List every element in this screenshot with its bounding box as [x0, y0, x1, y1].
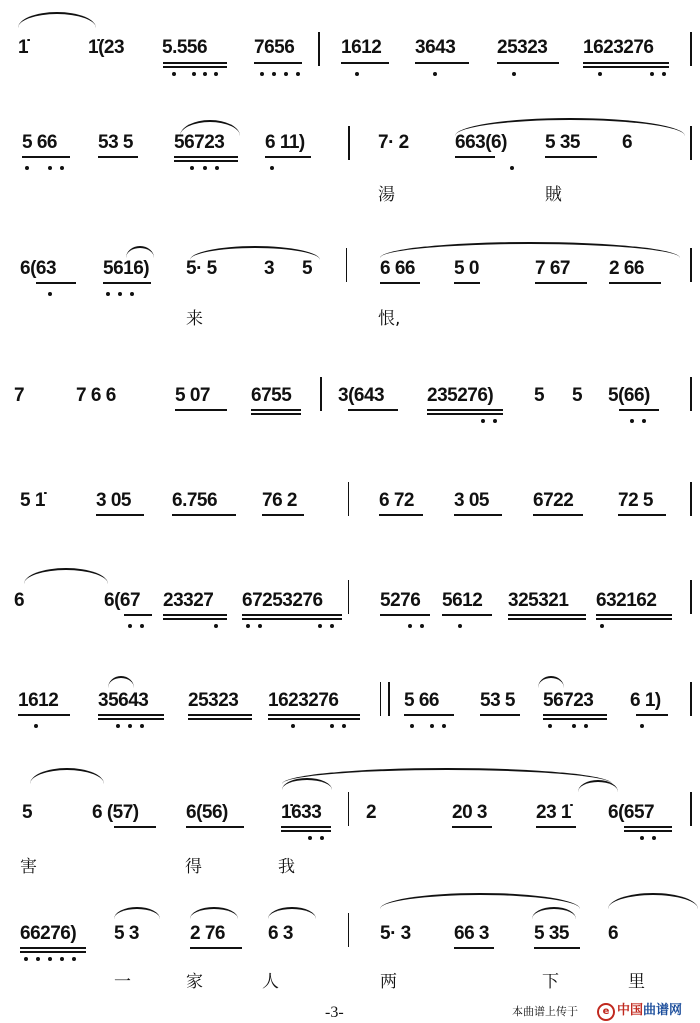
- notation-segment: 5 35: [545, 132, 580, 153]
- underline-beam: [533, 514, 583, 516]
- notation-segment: 6 (57): [92, 802, 139, 823]
- notation-segment: 76 2: [262, 490, 297, 511]
- lyric-char: 下: [542, 972, 559, 992]
- lower-octave-dot: [548, 724, 552, 728]
- site-logo[interactable]: [597, 999, 682, 1021]
- underline-beam: [20, 947, 86, 949]
- upload-note: 本曲谱上传于: [512, 1005, 578, 1018]
- notation-segment: 6 72: [379, 490, 414, 511]
- underline-beam: [96, 514, 144, 516]
- notation-segment: 6(67: [104, 590, 141, 611]
- barline: [348, 126, 350, 160]
- underline-beam: [242, 618, 342, 620]
- notation-segment: 5· 5: [186, 258, 217, 279]
- score-system-8: [0, 762, 700, 877]
- lower-octave-dot: [430, 724, 434, 728]
- notation-segment: 25323: [188, 690, 239, 711]
- score-system-3: [0, 240, 700, 330]
- underline-beam: [175, 409, 227, 411]
- page-number: -3-: [325, 1004, 344, 1021]
- notation-segment: 235276): [427, 385, 494, 406]
- notation-segment: 25323: [497, 37, 548, 58]
- lower-octave-dot: [172, 72, 176, 76]
- lower-octave-dot: [48, 292, 52, 296]
- notation-segment: 7 6 6: [76, 385, 116, 406]
- underline-beam: [265, 156, 311, 158]
- notation-segment: 6 11): [265, 132, 305, 153]
- underline-beam: [242, 614, 342, 616]
- notation-segment: 5 1̇: [20, 490, 45, 511]
- notation-segment: 325321: [508, 590, 569, 611]
- barline: [690, 248, 692, 282]
- notation-segment: 5 35: [534, 923, 569, 944]
- notation-segment: 56723: [174, 132, 225, 153]
- notation-segment: 2 76: [190, 923, 225, 944]
- barline: [348, 482, 349, 516]
- underline-beam: [163, 66, 227, 68]
- notation-segment: 663(6): [455, 132, 507, 153]
- lower-octave-dot: [214, 72, 218, 76]
- lower-octave-dot: [116, 724, 120, 728]
- notation-segment: 7 67: [535, 258, 570, 279]
- lower-octave-dot: [342, 724, 346, 728]
- notation-segment: 66276): [20, 923, 77, 944]
- logo-text-tail: 曲谱网: [643, 1003, 683, 1018]
- barline: [690, 792, 692, 826]
- underline-beam: [163, 614, 227, 616]
- underline-beam: [508, 614, 586, 616]
- lower-octave-dot: [652, 836, 656, 840]
- underline-beam: [596, 614, 672, 616]
- underline-beam: [452, 826, 492, 828]
- lower-octave-dot: [130, 292, 134, 296]
- lower-octave-dot: [140, 624, 144, 628]
- underline-beam: [543, 714, 607, 716]
- tie-mark: [18, 12, 96, 28]
- lower-octave-dot: [662, 72, 666, 76]
- lower-octave-dot: [48, 957, 52, 961]
- underline-beam: [163, 62, 227, 64]
- score-system-9: [0, 885, 700, 995]
- barline: [690, 682, 692, 716]
- barline: [346, 248, 347, 282]
- notation-segment: 3 05: [454, 490, 489, 511]
- lower-octave-dot: [355, 72, 359, 76]
- underline-beam: [163, 618, 227, 620]
- lower-octave-dot: [481, 419, 485, 423]
- lower-octave-dot: [260, 72, 264, 76]
- notation-segment: 35643: [98, 690, 149, 711]
- lower-octave-dot: [630, 419, 634, 423]
- underline-beam: [268, 714, 360, 716]
- underline-beam: [36, 282, 76, 284]
- score-system-5: [0, 470, 700, 540]
- lower-octave-dot: [330, 724, 334, 728]
- underline-beam: [596, 618, 672, 620]
- lower-octave-dot: [433, 72, 437, 76]
- lower-octave-dot: [330, 624, 334, 628]
- notation-segment: 5612: [442, 590, 483, 611]
- lyric-char: 害: [20, 857, 37, 877]
- lower-octave-dot: [128, 624, 132, 628]
- lower-octave-dot: [512, 72, 516, 76]
- lower-octave-dot: [140, 724, 144, 728]
- lower-octave-dot: [60, 166, 64, 170]
- score-system-2: [0, 118, 700, 208]
- lower-octave-dot: [572, 724, 576, 728]
- underline-beam: [619, 409, 659, 411]
- notation-segment: 6(63: [20, 258, 57, 279]
- tie-mark: [24, 568, 108, 584]
- notation-segment: 5: [22, 802, 33, 823]
- notation-segment: 56723: [543, 690, 594, 711]
- underline-beam: [624, 830, 672, 832]
- lower-octave-dot: [118, 292, 122, 296]
- notation-segment: 7· 2: [378, 132, 409, 153]
- barline: [388, 682, 390, 716]
- notation-segment: 1623276: [583, 37, 654, 58]
- lower-octave-dot: [410, 724, 414, 728]
- notation-segment: 5: [534, 385, 545, 406]
- barline: [690, 126, 692, 160]
- lower-octave-dot: [296, 72, 300, 76]
- underline-beam: [341, 62, 389, 64]
- lower-octave-dot: [291, 724, 295, 728]
- lower-octave-dot: [72, 957, 76, 961]
- slur-mark: [30, 768, 104, 784]
- underline-beam: [497, 62, 559, 64]
- notation-segment: 632162: [596, 590, 657, 611]
- notation-segment: 1612: [341, 37, 382, 58]
- lower-octave-dot: [442, 724, 446, 728]
- lower-octave-dot: [24, 957, 28, 961]
- underline-beam: [543, 718, 607, 720]
- notation-segment: 5(66): [608, 385, 650, 406]
- notation-segment: 3 05: [96, 490, 131, 511]
- slur-mark: [282, 768, 612, 784]
- barline: [348, 792, 349, 826]
- notation-segment: 66 3: [454, 923, 489, 944]
- lower-octave-dot: [458, 624, 462, 628]
- lower-octave-dot: [36, 957, 40, 961]
- notation-segment: 23327: [163, 590, 214, 611]
- underline-beam: [103, 282, 151, 284]
- lower-octave-dot: [408, 624, 412, 628]
- logo-text: 中国: [617, 1003, 644, 1018]
- underline-beam: [98, 718, 164, 720]
- underline-beam: [188, 718, 252, 720]
- lower-octave-dot: [318, 624, 322, 628]
- barline: [690, 32, 692, 66]
- lower-octave-dot: [270, 166, 274, 170]
- notation-segment: 5 07: [175, 385, 210, 406]
- lower-octave-dot: [190, 166, 194, 170]
- underline-beam: [281, 830, 331, 832]
- notation-segment: 6.756: [172, 490, 218, 511]
- score-system-4: [0, 365, 700, 445]
- underline-beam: [172, 514, 236, 516]
- notation-segment: 23 1̇: [536, 802, 571, 823]
- notation-segment: 6: [14, 590, 25, 611]
- lyric-char: 我: [278, 857, 295, 877]
- lower-octave-dot: [510, 166, 514, 170]
- notation-segment: 20 3: [452, 802, 487, 823]
- underline-beam: [18, 714, 70, 716]
- underline-beam: [251, 409, 301, 411]
- underline-beam: [188, 714, 252, 716]
- lower-octave-dot: [284, 72, 288, 76]
- underline-beam: [534, 947, 580, 949]
- notation-segment: 5 66: [22, 132, 57, 153]
- lower-octave-dot: [320, 836, 324, 840]
- slur-mark: [108, 676, 134, 688]
- lyric-char: 一: [114, 972, 131, 992]
- underline-beam: [404, 714, 454, 716]
- notation-segment: 3643: [415, 37, 456, 58]
- underline-beam: [624, 826, 672, 828]
- lower-octave-dot: [640, 724, 644, 728]
- notation-segment: 5 0: [454, 258, 479, 279]
- barline: [348, 580, 349, 614]
- notation-segment: 53 5: [480, 690, 515, 711]
- notation-segment: 2: [366, 802, 377, 823]
- underline-beam: [609, 282, 661, 284]
- lyric-char: 恨,: [378, 309, 401, 329]
- underline-beam: [22, 156, 70, 158]
- underline-beam: [98, 714, 164, 716]
- lower-octave-dot: [203, 72, 207, 76]
- slur-mark: [268, 907, 316, 919]
- notation-segment: 6 3: [268, 923, 293, 944]
- underline-beam: [379, 514, 423, 516]
- underline-beam: [190, 947, 242, 949]
- underline-beam: [262, 514, 304, 516]
- lower-octave-dot: [60, 957, 64, 961]
- lower-octave-dot: [650, 72, 654, 76]
- notation-segment: 6: [608, 923, 619, 944]
- score-system-6: [0, 560, 700, 640]
- notation-segment: 1̇633: [281, 802, 322, 823]
- notation-segment: 1̇: [18, 37, 29, 58]
- lyric-char: 湯: [378, 185, 395, 205]
- lower-octave-dot: [128, 724, 132, 728]
- notation-segment: 5 3: [114, 923, 139, 944]
- barline: [690, 482, 692, 516]
- lower-octave-dot: [598, 72, 602, 76]
- lower-octave-dot: [106, 292, 110, 296]
- underline-beam: [348, 409, 398, 411]
- underline-beam: [20, 951, 86, 953]
- underline-beam: [174, 160, 238, 162]
- lower-octave-dot: [34, 724, 38, 728]
- notation-segment: 3(643: [338, 385, 385, 406]
- underline-beam: [251, 413, 301, 415]
- underline-beam: [380, 614, 430, 616]
- notation-segment: 6(657: [608, 802, 655, 823]
- underline-beam: [455, 156, 495, 158]
- notation-segment: 2 66: [609, 258, 644, 279]
- lyric-char: 家: [186, 972, 203, 992]
- underline-beam: [454, 282, 480, 284]
- notation-segment: 6(56): [186, 802, 228, 823]
- lower-octave-dot: [25, 166, 29, 170]
- notation-segment: 6 66: [380, 258, 415, 279]
- lower-octave-dot: [258, 624, 262, 628]
- underline-beam: [186, 826, 244, 828]
- lyric-char: 里: [628, 972, 645, 992]
- lower-octave-dot: [272, 72, 276, 76]
- notation-segment: 5: [302, 258, 313, 279]
- lower-octave-dot: [420, 624, 424, 628]
- notation-segment: 5: [572, 385, 583, 406]
- lower-octave-dot: [48, 166, 52, 170]
- barline: [348, 913, 349, 947]
- underline-beam: [281, 826, 331, 828]
- notation-segment: 6: [622, 132, 633, 153]
- notation-segment: 6755: [251, 385, 292, 406]
- notation-segment: 6722: [533, 490, 574, 511]
- logo-e-icon: e: [597, 1003, 615, 1021]
- notation-segment: 72 5: [618, 490, 653, 511]
- barline: [380, 682, 381, 716]
- lower-octave-dot: [203, 166, 207, 170]
- underline-beam: [454, 514, 502, 516]
- underline-beam: [545, 156, 597, 158]
- underline-beam: [480, 714, 520, 716]
- lower-octave-dot: [215, 166, 219, 170]
- lyric-char: 来: [186, 309, 203, 329]
- underline-beam: [427, 413, 503, 415]
- barline: [318, 32, 320, 66]
- notation-segment: 67253276: [242, 590, 323, 611]
- underline-beam: [98, 156, 138, 158]
- underline-beam: [442, 614, 492, 616]
- lower-octave-dot: [640, 836, 644, 840]
- notation-segment: 1623276: [268, 690, 339, 711]
- underline-beam: [583, 66, 669, 68]
- notation-segment: 7: [14, 385, 25, 406]
- barline: [690, 580, 692, 614]
- lower-octave-dot: [192, 72, 196, 76]
- barline: [690, 377, 692, 411]
- barline: [320, 377, 322, 411]
- lower-octave-dot: [600, 624, 604, 628]
- underline-beam: [124, 614, 152, 616]
- underline-beam: [583, 62, 669, 64]
- underline-beam: [114, 826, 156, 828]
- slur-mark: [114, 907, 160, 919]
- score-system-1: [0, 20, 700, 90]
- lyric-char: 人: [262, 972, 279, 992]
- underline-beam: [454, 947, 494, 949]
- notation-segment: 5 66: [404, 690, 439, 711]
- lyric-char: 得: [185, 857, 202, 877]
- notation-segment: 53 5: [98, 132, 133, 153]
- lyric-char: 两: [380, 972, 397, 992]
- underline-beam: [508, 618, 586, 620]
- notation-segment: 5276: [380, 590, 421, 611]
- lower-octave-dot: [308, 836, 312, 840]
- notation-segment: 3: [264, 258, 275, 279]
- slur-mark: [538, 676, 564, 688]
- notation-segment: 6 1): [630, 690, 661, 711]
- underline-beam: [636, 714, 668, 716]
- underline-beam: [618, 514, 666, 516]
- slur-mark: [126, 246, 154, 258]
- lower-octave-dot: [214, 624, 218, 628]
- underline-beam: [254, 62, 302, 64]
- lower-octave-dot: [246, 624, 250, 628]
- notation-segment: 5616): [103, 258, 150, 279]
- notation-segment: 5.556: [162, 37, 208, 58]
- underline-beam: [427, 409, 503, 411]
- slur-mark: [608, 893, 698, 909]
- notation-segment: 1612: [18, 690, 59, 711]
- lower-octave-dot: [642, 419, 646, 423]
- underline-beam: [174, 156, 238, 158]
- score-system-7: [0, 668, 700, 748]
- notation-segment: 1̇(23: [88, 37, 125, 58]
- slur-mark: [190, 907, 238, 919]
- notation-segment: 5· 3: [380, 923, 411, 944]
- underline-beam: [415, 62, 469, 64]
- underline-beam: [535, 282, 587, 284]
- underline-beam: [380, 282, 420, 284]
- notation-segment: 7656: [254, 37, 295, 58]
- lyric-char: 賊: [545, 185, 562, 205]
- slur-mark: [380, 242, 680, 258]
- underline-beam: [536, 826, 576, 828]
- lower-octave-dot: [584, 724, 588, 728]
- underline-beam: [268, 718, 360, 720]
- lower-octave-dot: [493, 419, 497, 423]
